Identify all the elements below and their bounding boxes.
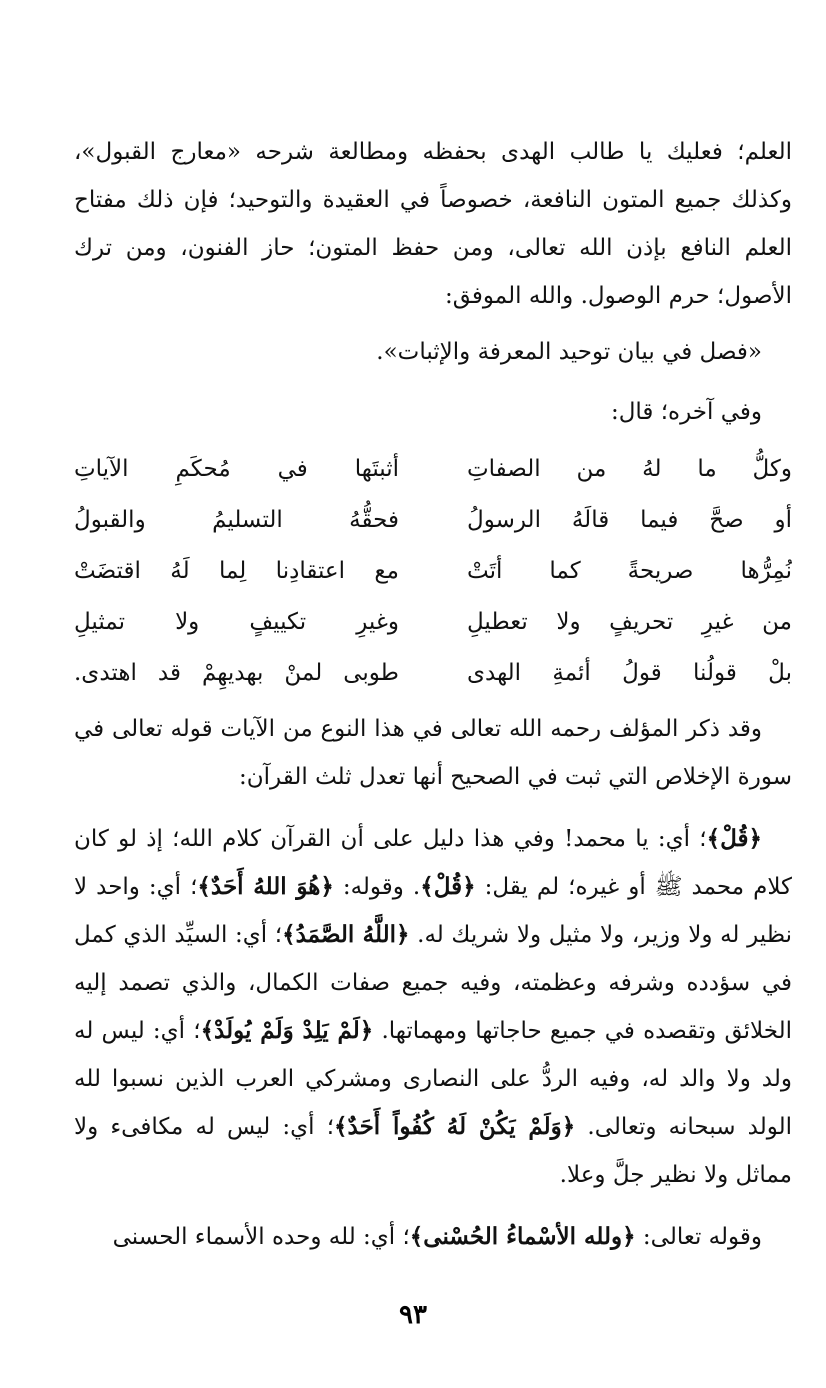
paragraph-knowledge: العلم؛ فعليك يا طالب الهدى بحفظه ومطالعة شرحه «معارج القبول»، وكذلك جميع المتون النافعة، خصوصاً في العقيدة والتوحيد؛ فإن ذلك مفتاح العلم النافع بإذن الله تعالى، ومن حفظ المتون؛ حاز الفنون، ومن ترك الأصول؛ حرم الوصول. والله الموفق: [74, 139, 792, 309]
poem-intro: وفي آخره؛ قال: [610, 399, 762, 425]
verse-second-half: طوبى لمنْ بهديهِمْ قد اهتدى. [74, 660, 399, 686]
verse-second-half: أثبتَها في مُحكَمِ الآياتِ [74, 456, 399, 482]
poem-verse [74, 444, 792, 495]
asma-text: وقوله تعالى: [635, 1224, 762, 1250]
poem-verse [74, 495, 792, 546]
tafsir-text: ؛ أي: ليس له ولد ولا والد له، وفيه الردُّ على النصارى ومشركي العرب الذين نسبوا لله الولد سبحانه وتعالى. [74, 1018, 792, 1140]
tafsir-text: ؛ أي: يا محمد! وفي هذا دليل على أن القرآن كلام الله؛ إذ لو كان كلام محمد ﷺ أو غيره؛ لم يقل: [74, 826, 792, 900]
quran-quote: ﴿قُلْ﴾ [420, 873, 476, 900]
quran-quote: ﴿ولله الأسْماءُ الحُسْنى﴾ [409, 1223, 636, 1250]
tafsir-text: . وقوله: [333, 874, 421, 900]
verse-second-half: وغيرِ تكييفٍ ولا تمثيلِ [74, 609, 399, 635]
verse-first-half: من غيرِ تحريفٍ ولا تعطيلِ [467, 609, 792, 635]
quran-quote: ﴿هُوَ اللهُ أَحَدٌ﴾ [197, 873, 334, 900]
tafsir-text: ؛ أي: السيِّد الذي كمل في سؤدده وشرفه وعظمته، وفيه جميع صفات الكمال، والذي تصمد إليه الخلائق وتقصده في جميع حاجاتها ومهماتها. [74, 922, 792, 1044]
verse-first-half: بلْ قولُنا قولُ أئمةِ الهدى [467, 660, 792, 686]
poem-verse [74, 648, 792, 699]
poem-verse [74, 546, 792, 597]
quran-quote: ﴿وَلَمْ يَكُنْ لَهُ كُفُواً أَحَدٌ﴾ [334, 1113, 576, 1140]
verse-second-half: مع اعتقادِنا لِما لَهُ اقتضَتْ [74, 558, 399, 584]
tafsir-text: ؛ أي: واحد لا نظير له ولا وزير، ولا مثيل ولا شريك له. [74, 874, 792, 948]
paragraph-asma-husna [74, 1213, 792, 1261]
asma-text: ؛ أي: لله وحده الأسماء الحسنى [112, 1224, 410, 1250]
section-quote-heading: «فصل في بيان توحيد المعرفة والإثبات». [376, 339, 762, 365]
page-number: ٩٣ [399, 1300, 427, 1330]
quran-quote: ﴿لَمْ يَلِدْ وَلَمْ يُولَدْ﴾ [200, 1017, 374, 1044]
paragraph-tafsir [74, 815, 792, 1199]
poem [74, 444, 792, 699]
poem-verse [74, 597, 792, 648]
verse-first-half: نُمِرُّها صريحةً كما أتَتْ [467, 558, 792, 584]
verse-first-half: وكلُّ ما لهُ من الصفاتِ [467, 456, 792, 482]
verse-second-half: فحقُّهُ التسليمُ والقبولُ [74, 507, 399, 533]
paragraph-ikhlas-intro: وقد ذكر المؤلف رحمه الله تعالى في هذا النوع من الآيات قوله تعالى في سورة الإخلاص التي ثبت في الصحيح أنها تعدل ثلث القرآن: [74, 716, 792, 790]
tafsir-text: ؛ أي: ليس له مكافىء ولا مماثل ولا نظير جلَّ وعلا. [74, 1114, 792, 1188]
quran-quote: ﴿قُلْ﴾ [706, 825, 762, 852]
verse-first-half: أو صحَّ فيما قالَهُ الرسولُ [467, 507, 792, 533]
quran-quote: ﴿اللَّهُ الصَّمَدُ﴾ [282, 921, 410, 948]
